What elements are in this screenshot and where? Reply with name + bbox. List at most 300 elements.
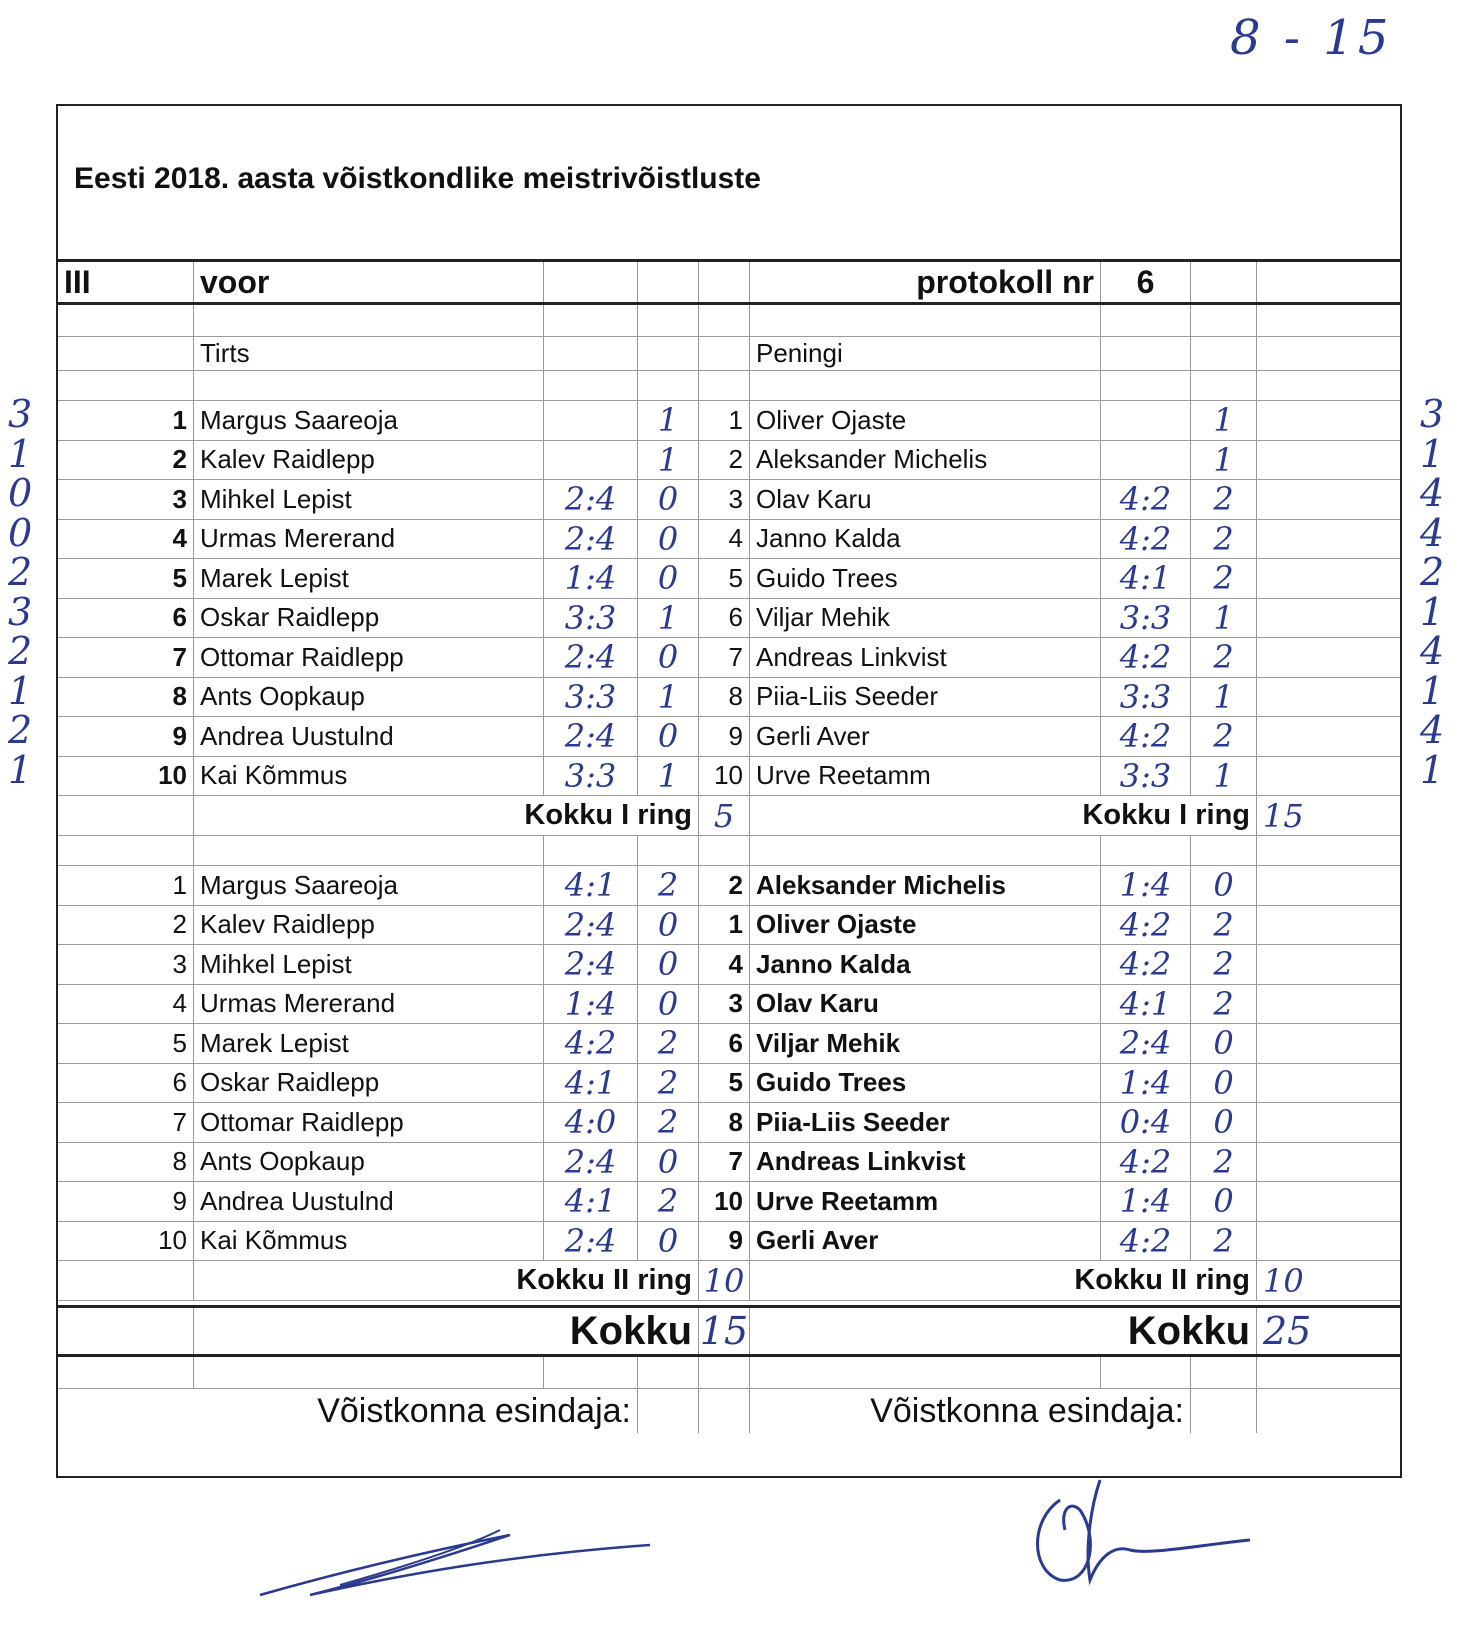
cell (1101, 1357, 1191, 1388)
right-player-name: Oliver Ojaste (750, 906, 1101, 945)
match-row (58, 717, 1400, 757)
cell (1101, 836, 1191, 865)
right-result: 4:2 (1101, 1143, 1191, 1182)
cell (638, 1357, 699, 1388)
cell (1191, 836, 1257, 865)
cell (1257, 1024, 1404, 1063)
cell (699, 1357, 750, 1388)
match-row (58, 638, 1400, 678)
cell (1191, 305, 1257, 336)
cell (1191, 371, 1257, 400)
cell (1257, 520, 1404, 559)
margin-note: 4 (1420, 708, 1445, 752)
margin-note: 2 (8, 550, 33, 594)
right-board-number: 6 (699, 1024, 750, 1063)
right-result: 4:2 (1101, 480, 1191, 519)
left-result: 4:1 (544, 1064, 638, 1103)
cell (1257, 906, 1404, 945)
cell (1257, 866, 1404, 905)
right-points: 2 (1191, 945, 1257, 984)
margin-note: 1 (8, 747, 33, 792)
cell (544, 1357, 638, 1388)
spacer-row (58, 305, 1400, 337)
right-board-number: 1 (699, 906, 750, 945)
cell (194, 836, 544, 865)
right-player-name: Urve Reetamm (750, 757, 1101, 796)
right-player-name: Viljar Mehik (750, 1024, 1101, 1063)
right-result: 4:2 (1101, 1222, 1191, 1261)
right-player-name: Piia-Liis Seeder (750, 678, 1101, 717)
right-result: 4:2 (1101, 906, 1191, 945)
margin-note: 1 (8, 668, 33, 713)
left-result: 2:4 (544, 520, 638, 559)
match-row (58, 559, 1400, 599)
right-board-number: 2 (699, 866, 750, 905)
left-points: 1 (638, 401, 699, 440)
cell (1257, 1143, 1404, 1182)
title-area (58, 106, 1400, 262)
cell (1257, 371, 1404, 400)
cell (638, 836, 699, 865)
right-result: 1:4 (1101, 1182, 1191, 1221)
left-result: 1:4 (544, 985, 638, 1024)
right-points: 2 (1191, 1143, 1257, 1182)
cell (699, 305, 750, 336)
cell (58, 1357, 194, 1388)
right-board-number: 6 (699, 599, 750, 638)
left-board-number: 6 (58, 1064, 194, 1103)
right-result (1101, 441, 1191, 480)
cell (1257, 1389, 1404, 1433)
left-player-name: Marek Lepist (194, 559, 544, 598)
cell (544, 371, 638, 400)
right-total-label: Kokku I ring (750, 796, 1257, 835)
left-result: 4:1 (544, 866, 638, 905)
cell (750, 836, 1101, 865)
left-result: 2:4 (544, 1222, 638, 1261)
left-player-name: Urmas Mererand (194, 520, 544, 559)
cell (699, 371, 750, 400)
right-player-name: Olav Karu (750, 480, 1101, 519)
cell (750, 1357, 1101, 1388)
right-board-number: 7 (699, 638, 750, 677)
match-row (58, 1103, 1400, 1143)
right-player-name: Urve Reetamm (750, 1182, 1101, 1221)
match-row (58, 985, 1400, 1025)
right-player-name: Andreas Linkvist (750, 638, 1101, 677)
left-player-name: Andrea Uustulnd (194, 717, 544, 756)
right-player-name: Aleksander Michelis (750, 441, 1101, 480)
left-result: 3:3 (544, 599, 638, 638)
cell (1257, 678, 1404, 717)
left-board-number: 3 (58, 480, 194, 519)
cell (1101, 305, 1191, 336)
right-board-number: 8 (699, 1103, 750, 1142)
left-board-number: 7 (58, 1103, 194, 1142)
right-points: 2 (1191, 638, 1257, 677)
left-player-name: Kalev Raidlepp (194, 441, 544, 480)
match-row (58, 1182, 1400, 1222)
cell (58, 836, 194, 865)
cell (1101, 371, 1191, 400)
cell (1257, 441, 1404, 480)
left-points: 1 (638, 678, 699, 717)
left-player-name: Ants Oopkaup (194, 1143, 544, 1182)
spacer-row (58, 1357, 1400, 1389)
right-player-name: Andreas Linkvist (750, 1143, 1101, 1182)
right-result (1101, 401, 1191, 440)
left-player-name: Kai Kõmmus (194, 1222, 544, 1261)
cell (638, 262, 699, 302)
right-board-number: 3 (699, 480, 750, 519)
left-result: 3:3 (544, 678, 638, 717)
cell (699, 1389, 750, 1433)
left-board-number: 2 (58, 906, 194, 945)
margin-note: 4 (1420, 471, 1445, 515)
left-player-name: Mihkel Lepist (194, 480, 544, 519)
cell (58, 305, 194, 336)
cell (1257, 1222, 1404, 1261)
left-total-label: Kokku I ring (194, 796, 699, 835)
left-board-number: 10 (58, 1222, 194, 1261)
right-total-label: Kokku II ring (750, 1261, 1257, 1300)
left-points: 1 (638, 441, 699, 480)
match-row (58, 1024, 1400, 1064)
left-grand-total: 15 (699, 1309, 749, 1353)
left-board-number: 5 (58, 1024, 194, 1063)
right-result: 1:4 (1101, 1064, 1191, 1103)
right-board-number: 1 (699, 401, 750, 440)
match-row (58, 520, 1400, 560)
left-player-name: Margus Saareoja (194, 866, 544, 905)
left-player-name: Mihkel Lepist (194, 945, 544, 984)
left-result: 2:4 (544, 717, 638, 756)
margin-note: 4 (1420, 629, 1445, 673)
left-points: 0 (638, 717, 699, 756)
right-points: 2 (1191, 1222, 1257, 1261)
cell (1257, 401, 1404, 440)
cell (1257, 559, 1404, 598)
left-board-number: 7 (58, 638, 194, 677)
page-title: Eesti 2018. aasta võistkondlike meistrivõistluste (74, 162, 761, 195)
margin-note: 3 (8, 392, 33, 436)
right-points: 0 (1191, 1064, 1257, 1103)
left-result: 4:1 (544, 1182, 638, 1221)
match-row (58, 866, 1400, 906)
left-board-number: 8 (58, 1143, 194, 1182)
right-player-name: Viljar Mehik (750, 599, 1101, 638)
left-representative-label: Võistkonna esindaja: (58, 1389, 638, 1433)
right-board-number: 4 (699, 945, 750, 984)
right-board-number: 7 (699, 1143, 750, 1182)
protocol-sheet (56, 104, 1402, 1478)
right-points: 2 (1191, 520, 1257, 559)
left-board-number: 1 (58, 866, 194, 905)
right-grand-total: 25 (1263, 1309, 1312, 1353)
left-total-label: Kokku II ring (194, 1261, 699, 1300)
cell (1191, 262, 1257, 302)
right-player-name: Piia-Liis Seeder (750, 1103, 1101, 1142)
right-result: 3:3 (1101, 678, 1191, 717)
cell (1257, 305, 1404, 336)
left-board-number: 4 (58, 520, 194, 559)
margin-note: 1 (1420, 589, 1445, 634)
team-left: Tirts (194, 337, 544, 370)
left-result: 2:4 (544, 945, 638, 984)
left-player-name: Ants Oopkaup (194, 678, 544, 717)
margin-note: 2 (1420, 550, 1445, 594)
margin-note: 4 (1420, 510, 1445, 555)
cell (1257, 1182, 1404, 1221)
right-board-number: 4 (699, 520, 750, 559)
cell (1257, 1103, 1404, 1142)
right-player-name: Olav Karu (750, 985, 1101, 1024)
cell (638, 305, 699, 336)
right-points: 2 (1191, 985, 1257, 1024)
left-points: 0 (638, 906, 699, 945)
left-points: 2 (638, 866, 699, 905)
left-board-number: 3 (58, 945, 194, 984)
left-player-name: Oskar Raidlepp (194, 599, 544, 638)
cell (58, 337, 194, 370)
right-representative-label: Võistkonna esindaja: (750, 1389, 1191, 1433)
right-result: 4:2 (1101, 717, 1191, 756)
left-points: 1 (638, 599, 699, 638)
left-player-name: Ottomar Raidlepp (194, 638, 544, 677)
right-signature (1020, 1470, 1320, 1600)
cell (1257, 1064, 1404, 1103)
left-result (544, 401, 638, 440)
cell (1257, 945, 1404, 984)
match-row (58, 757, 1400, 797)
left-result: 2:4 (544, 480, 638, 519)
cell (194, 1357, 544, 1388)
header-row (58, 262, 1400, 305)
left-result: 2:4 (544, 638, 638, 677)
left-player-name: Kai Kõmmus (194, 757, 544, 796)
match-row (58, 1222, 1400, 1262)
cell (544, 337, 638, 370)
cell (1257, 599, 1404, 638)
right-player-name: Janno Kalda (750, 520, 1101, 559)
right-points: 1 (1191, 401, 1257, 440)
cell (1257, 717, 1404, 756)
cell (58, 796, 194, 835)
right-points: 0 (1191, 1103, 1257, 1142)
right-board-number: 3 (699, 985, 750, 1024)
protocol-label: protokoll nr (750, 262, 1101, 302)
cell (1191, 1389, 1257, 1433)
margin-note: 1 (1420, 431, 1445, 476)
right-player-name: Oliver Ojaste (750, 401, 1101, 440)
right-result: 4:2 (1101, 945, 1191, 984)
spacer-row (58, 371, 1400, 401)
cell (699, 337, 750, 370)
right-board-number: 8 (699, 678, 750, 717)
cell (1257, 337, 1404, 370)
right-points: 1 (1191, 599, 1257, 638)
right-board-number: 9 (699, 1222, 750, 1261)
cell (58, 1261, 194, 1300)
cell (544, 262, 638, 302)
protocol-number: 6 (1101, 262, 1191, 302)
cell (750, 371, 1101, 400)
right-points: 2 (1191, 480, 1257, 519)
left-points: 0 (638, 480, 699, 519)
right-result: 4:1 (1101, 985, 1191, 1024)
round-label: voor (194, 262, 544, 302)
left-points: 0 (638, 985, 699, 1024)
spacer-row (58, 836, 1400, 866)
left-board-number: 5 (58, 559, 194, 598)
left-player-name: Urmas Mererand (194, 985, 544, 1024)
left-points: 0 (638, 559, 699, 598)
left-board-number: 4 (58, 985, 194, 1024)
left-board-number: 10 (58, 757, 194, 796)
right-points: 0 (1191, 1182, 1257, 1221)
cell (544, 836, 638, 865)
left-signature (250, 1485, 670, 1615)
left-result: 1:4 (544, 559, 638, 598)
left-grand-label: Kokku (194, 1308, 699, 1354)
cell (1257, 262, 1404, 302)
left-points: 0 (638, 945, 699, 984)
round-total-row (58, 1261, 1400, 1301)
right-result: 3:3 (1101, 599, 1191, 638)
cell (1257, 480, 1404, 519)
left-board-number: 8 (58, 678, 194, 717)
left-player-name: Marek Lepist (194, 1024, 544, 1063)
match-row (58, 441, 1400, 481)
right-result: 0:4 (1101, 1103, 1191, 1142)
team-right: Peningi (750, 337, 1101, 370)
right-result: 4:2 (1101, 520, 1191, 559)
right-points: 0 (1191, 866, 1257, 905)
left-player-name: Oskar Raidlepp (194, 1064, 544, 1103)
left-result: 2:4 (544, 1143, 638, 1182)
cell (699, 262, 750, 302)
margin-note: 1 (1420, 747, 1445, 792)
right-result: 2:4 (1101, 1024, 1191, 1063)
grand-total-row (58, 1305, 1400, 1357)
left-points: 0 (638, 520, 699, 559)
cell (638, 337, 699, 370)
match-row (58, 906, 1400, 946)
cell (1257, 836, 1404, 865)
left-player-name: Andrea Uustulnd (194, 1182, 544, 1221)
right-player-name: Janno Kalda (750, 945, 1101, 984)
cell (1101, 337, 1191, 370)
match-row (58, 401, 1400, 441)
left-points: 0 (638, 1143, 699, 1182)
left-total-value: 5 (699, 796, 750, 835)
right-points: 2 (1191, 906, 1257, 945)
left-board-number: 6 (58, 599, 194, 638)
left-total-value: 10 (699, 1261, 750, 1300)
cell (544, 305, 638, 336)
match-row (58, 678, 1400, 718)
right-board-number: 2 (699, 441, 750, 480)
margin-note: 1 (8, 431, 33, 476)
cell (194, 305, 544, 336)
cell (194, 371, 544, 400)
round-number: III (58, 262, 194, 302)
right-result: 4:1 (1101, 559, 1191, 598)
match-row (58, 480, 1400, 520)
right-board-number: 5 (699, 559, 750, 598)
right-result: 4:2 (1101, 638, 1191, 677)
right-board-number: 5 (699, 1064, 750, 1103)
right-total-value: 10 (1263, 1261, 1304, 1300)
match-row (58, 945, 1400, 985)
right-result: 3:3 (1101, 757, 1191, 796)
cell (638, 1389, 699, 1433)
right-points: 2 (1191, 717, 1257, 756)
right-total-value: 15 (1263, 796, 1304, 835)
left-points: 0 (638, 638, 699, 677)
team-row (58, 337, 1400, 371)
cell (58, 1308, 194, 1354)
right-player-name: Gerli Aver (750, 717, 1101, 756)
margin-note: 0 (8, 510, 33, 555)
left-result: 4:2 (544, 1024, 638, 1063)
match-row (58, 599, 1400, 639)
left-board-number: 9 (58, 1182, 194, 1221)
margin-note: 0 (8, 471, 33, 515)
right-grand-label: Kokku (750, 1308, 1257, 1354)
right-player-name: Guido Trees (750, 559, 1101, 598)
cell (1257, 1357, 1404, 1388)
left-board-number: 1 (58, 401, 194, 440)
right-board-number: 10 (699, 757, 750, 796)
margin-note: 3 (1420, 392, 1445, 436)
right-result: 1:4 (1101, 866, 1191, 905)
cell (1257, 757, 1404, 796)
representative-row (58, 1389, 1400, 1433)
left-points: 2 (638, 1024, 699, 1063)
margin-note: 1 (1420, 668, 1445, 713)
right-points: 1 (1191, 441, 1257, 480)
right-player-name: Aleksander Michelis (750, 866, 1101, 905)
match-row (58, 1064, 1400, 1104)
margin-note: 2 (8, 708, 33, 752)
match-row (58, 1143, 1400, 1183)
cell (1191, 1357, 1257, 1388)
left-points: 2 (638, 1064, 699, 1103)
corner-note: 8 - 15 (1230, 10, 1393, 66)
right-board-number: 10 (699, 1182, 750, 1221)
right-points: 1 (1191, 757, 1257, 796)
left-points: 2 (638, 1182, 699, 1221)
cell (1191, 337, 1257, 370)
right-points: 1 (1191, 678, 1257, 717)
left-board-number: 2 (58, 441, 194, 480)
left-result: 2:4 (544, 906, 638, 945)
cell (58, 371, 194, 400)
left-player-name: Kalev Raidlepp (194, 906, 544, 945)
left-result: 4:0 (544, 1103, 638, 1142)
left-player-name: Margus Saareoja (194, 401, 544, 440)
cell (699, 836, 750, 865)
right-player-name: Guido Trees (750, 1064, 1101, 1103)
cell (1257, 638, 1404, 677)
margin-note: 3 (8, 589, 33, 634)
right-points: 0 (1191, 1024, 1257, 1063)
left-result (544, 441, 638, 480)
cell (638, 371, 699, 400)
margin-note: 2 (8, 629, 33, 673)
right-board-number: 9 (699, 717, 750, 756)
